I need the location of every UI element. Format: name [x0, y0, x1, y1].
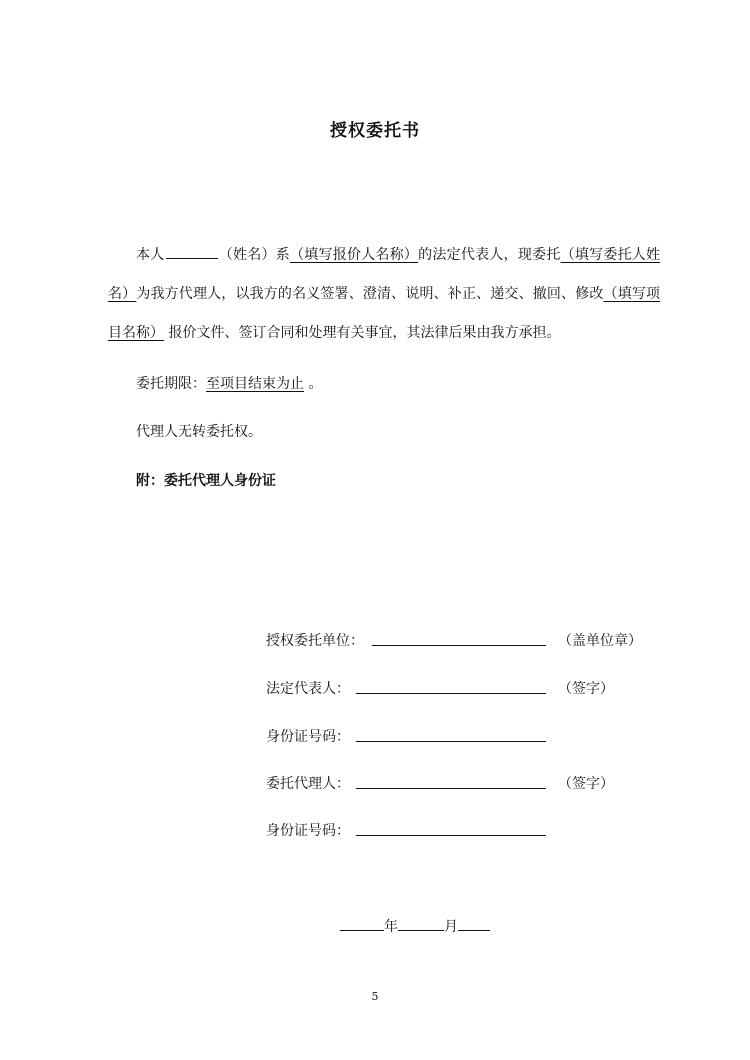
date-line [340, 916, 490, 936]
month-label: 月 [444, 919, 458, 935]
agent-row [266, 773, 614, 793]
agent-label: 委托代理人： [266, 776, 350, 792]
authorization-paragraph [108, 236, 660, 353]
no-transfer-line: 代理人无转委托权。 [136, 424, 262, 440]
id1-row [266, 726, 350, 746]
year-blank [340, 916, 384, 931]
unit-row [266, 630, 642, 650]
unit-signature-line [372, 645, 546, 646]
month-blank [398, 916, 444, 931]
project-name-field: （填写项目名称） [108, 286, 661, 341]
representative-label: 法定代表人： [266, 681, 350, 697]
year-label: 年 [384, 919, 398, 935]
id2-label: 身份证号码： [266, 823, 350, 839]
representative-signature-line [356, 693, 546, 694]
unit-note: （盖单位章） [558, 633, 642, 649]
representative-row [266, 678, 614, 698]
agent-signature-line [356, 788, 546, 789]
name-blank [166, 244, 218, 259]
day-blank [458, 916, 490, 931]
term-value: 至项目结束为止 [206, 376, 304, 392]
id2-row [266, 820, 350, 840]
mid-text-1: 的法定代表人，现委托 [418, 247, 561, 263]
id1-label: 身份证号码： [266, 729, 350, 745]
agent-note: （签字） [558, 776, 614, 792]
attachment-heading: 附：委托代理人身份证 [136, 473, 276, 489]
suffix-text: 报价文件、签订合同和处理有关事宜，其法律后果由我方承担。 [164, 325, 561, 341]
representative-note: （签字） [558, 681, 614, 697]
term-line [136, 373, 322, 393]
prefix-text: 本人 [136, 247, 165, 263]
id2-line [356, 835, 546, 836]
agent-name-field: （填写委托人姓名） [108, 247, 661, 302]
term-end: 。 [304, 376, 323, 392]
term-label: 委托期限： [136, 376, 206, 392]
mid-text-2: 为我方代理人，以我方的名义签署、澄清、说明、补正、递交、撤回、修改 [136, 286, 604, 302]
bidder-name-field: （填写报价人名称） [289, 247, 419, 263]
document-title: 授权委托书 [330, 121, 420, 141]
id1-line [356, 741, 546, 742]
unit-label: 授权委托单位： [266, 633, 364, 649]
name-hint-text: （姓名）系 [218, 247, 290, 263]
page-number: 5 [371, 990, 379, 1003]
